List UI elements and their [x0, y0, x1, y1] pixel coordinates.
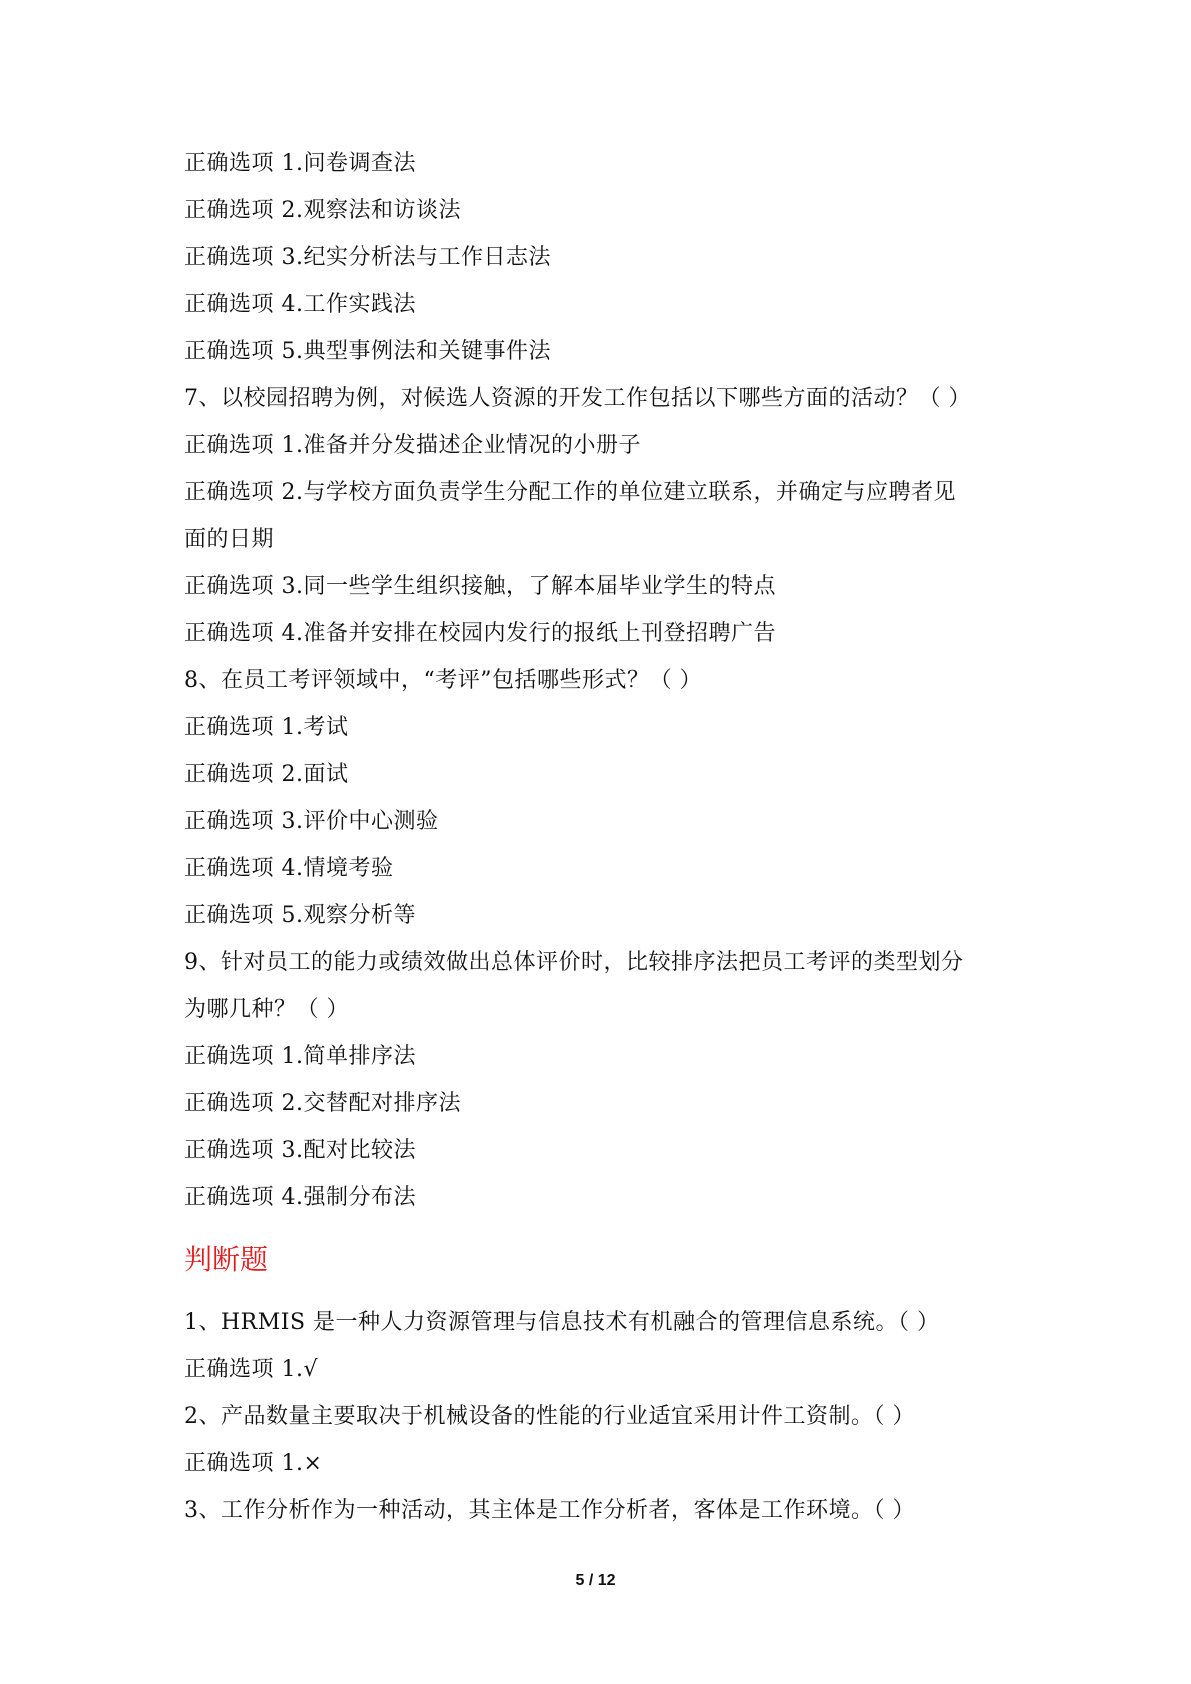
text-line: 正确选项 4.强制分布法 — [184, 1185, 416, 1210]
text-line: 正确选项 4.工作实践法 — [184, 292, 416, 317]
page-number: 5 / 12 — [575, 1572, 616, 1589]
text-line: 面的日期 — [184, 527, 275, 552]
text-line: 正确选项 3.同一些学生组织接触，了解本届毕业学生的特点 — [184, 574, 776, 599]
part1 — [184, 140, 1024, 1221]
text-line: 正确选项 2.面试 — [184, 762, 349, 787]
text-line: 正确选项 1.问卷调查法 — [184, 151, 416, 176]
text-line: 正确选项 1.简单排序法 — [184, 1044, 416, 1069]
text-line: 正确选项 1.考试 — [184, 715, 349, 740]
text-line: 正确选项 1.准备并分发描述企业情况的小册子 — [184, 433, 641, 458]
text-line: 正确选项 4.情境考验 — [184, 856, 394, 881]
section-title-judgment: 判断题 — [184, 1243, 269, 1276]
question-line: 9、针对员工的能力或绩效做出总体评价时，比较排序法把员工考评的类型划分 — [184, 950, 964, 975]
question-line: 8、在员工考评领域中，“考评”包括哪些形式？（ ） — [184, 668, 702, 693]
text-line: 正确选项 3.评价中心测验 — [184, 809, 439, 834]
question-line: 3、工作分析作为一种活动，其主体是工作分析者，客体是工作环境。（ ） — [184, 1498, 915, 1523]
document-body — [184, 140, 1024, 1534]
question-line: 1、HRMIS 是一种人力资源管理与信息技术有机融合的管理信息系统。（ ） — [184, 1310, 940, 1335]
text-line: 正确选项 4.准备并安排在校园内发行的报纸上刊登招聘广告 — [184, 621, 776, 646]
part2 — [184, 1299, 1024, 1534]
text-line: 正确选项 5.典型事例法和关键事件法 — [184, 339, 551, 364]
text-line: 正确选项 2.交替配对排序法 — [184, 1091, 461, 1116]
question-line: 7、以校园招聘为例，对候选人资源的开发工作包括以下哪些方面的活动？（ ） — [184, 386, 971, 411]
question-line: 为哪几种？（ ） — [184, 997, 349, 1022]
text-line: 正确选项 3.纪实分析法与工作日志法 — [184, 245, 551, 270]
text-line: 正确选项 3.配对比较法 — [184, 1138, 416, 1163]
text-line: 正确选项 2.与学校方面负责学生分配工作的单位建立联系，并确定与应聘者见 — [184, 480, 956, 505]
text-line: 正确选项 2.观察法和访谈法 — [184, 198, 461, 223]
text-line: 正确选项 1.√ — [184, 1357, 319, 1382]
question-line: 2、产品数量主要取决于机械设备的性能的行业适宜采用计件工资制。（ ） — [184, 1404, 915, 1429]
text-line: 正确选项 5.观察分析等 — [184, 903, 416, 928]
text-line: 正确选项 1.× — [184, 1451, 323, 1476]
